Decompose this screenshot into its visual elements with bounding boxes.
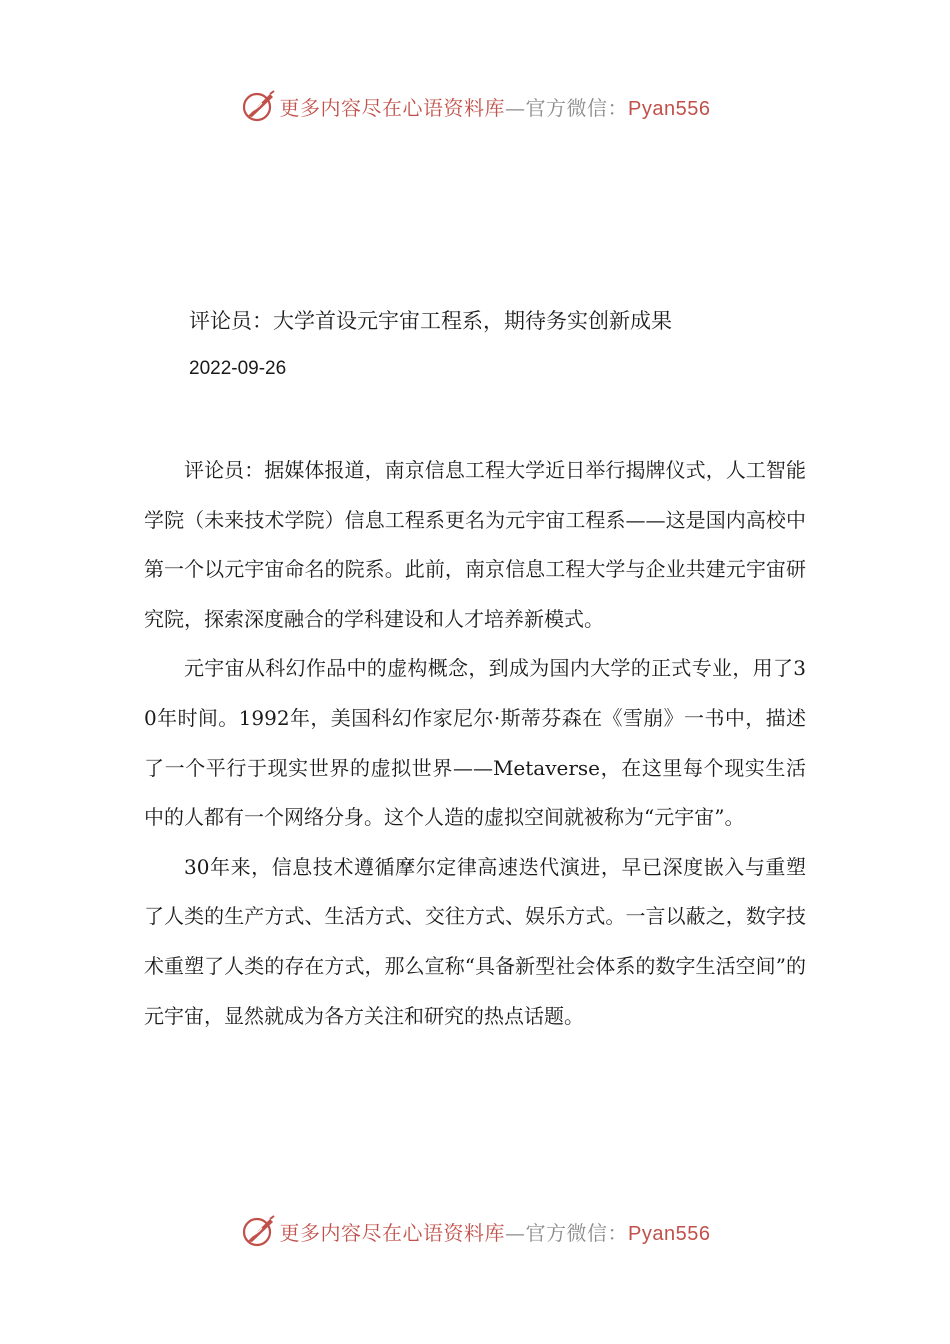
quill-pen-circle-icon: [240, 88, 276, 124]
watermark-wechat-label: 官方微信：: [525, 95, 629, 120]
watermark-dash: —: [505, 95, 526, 120]
quill-pen-circle-icon: [240, 1213, 276, 1249]
watermark-lead-text: 更多内容尽在心语资料库: [279, 95, 506, 120]
article-paragraph: 评论员：据媒体报道，南京信息工程大学近日举行揭牌仪式，人工智能学院（未来技术学院）信息工程系更名为元宇宙工程系——这是国内高校中第一个以元宇宙命名的院系。此前，南京信息工程大学与企业共建元宇宙研究院，探索深度融合的学科建设和人才培养新模式。: [144, 458, 806, 631]
article-paragraph: 元宇宙从科幻作品中的虚构概念，到成为国内大学的正式专业，用了30年时间。1992年，美国科幻作家尼尔·斯蒂芬森在《雪崩》一书中，描述了一个平行于现实世界的虚拟世界——Metaverse，在这里每个现实生活中的人都有一个网络分身。这个人造的虚拟空间就被称为“元宇宙”。: [144, 656, 806, 830]
watermark-lead-text: 更多内容尽在心语资料库: [279, 1220, 506, 1245]
watermark-wechat-id: Pyan556: [628, 1222, 711, 1245]
article-date: 2022-09-26: [189, 358, 287, 379]
watermark-wechat-id: Pyan556: [628, 97, 711, 120]
watermark-dash: —: [505, 1220, 526, 1245]
article-title: 评论员：大学首设元宇宙工程系，期待务实创新成果: [189, 309, 672, 333]
header-watermark: [0, 84, 950, 128]
footer-watermark: [0, 1209, 950, 1253]
article-paragraph: 30年来，信息技术遵循摩尔定律高速迭代演进，早已深度嵌入与重塑了人类的生产方式、生活方式、交往方式、娱乐方式。一言以蔽之，数字技术重塑了人类的存在方式，那么宣称“具备新型社会体系的数字生活空间”的元宇宙，显然就成为各方关注和研究的热点话题。: [144, 854, 806, 1028]
article-body: [144, 446, 806, 1041]
watermark-wechat-label: 官方微信：: [525, 1220, 629, 1245]
